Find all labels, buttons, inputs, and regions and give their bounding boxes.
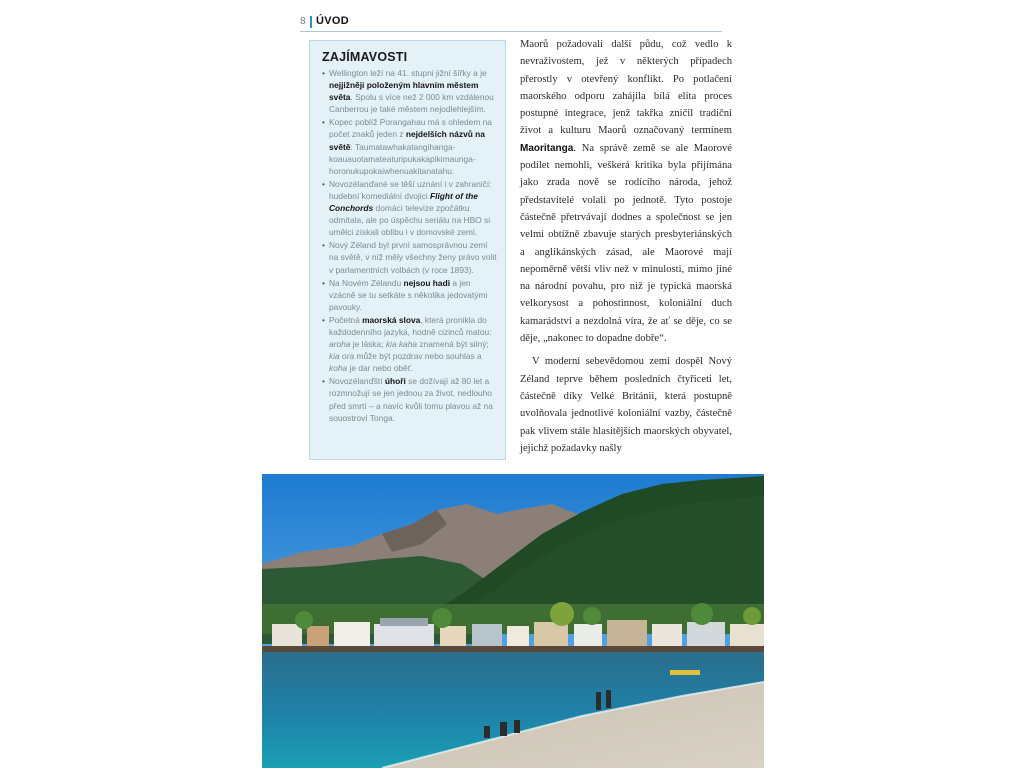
text-run: Flight of the Conchords — [329, 190, 478, 214]
text-run: , která pronikla do každodenního jazyka, hodně cizinců matou: — [329, 314, 492, 337]
text-run: nejjižněji položeným hlavním městem světa — [329, 80, 479, 103]
text-run: Wellington leží na 41. stupni jižní šířky a je — [329, 68, 487, 78]
sidebar-title: ZAJÍMAVOSTI — [322, 50, 408, 64]
text-run: maorská slova — [362, 314, 421, 325]
text-run: V moderní sebevědomou zemi dospěl Nový Zéland teprve během posledních čtyřiceti let, částečně díky Velké Británii, která postupně uvolňovala jednotlivé koloniální vazby, částečně pak vlivem stále hlasitějších maorských obyvatel, jejichž požadavky našly — [520, 356, 732, 454]
text-run: znamená být silný; — [417, 339, 489, 350]
fact-item — [322, 375, 497, 423]
text-run: . Spolu s více než 2 000 km vzdálenou Canberrou je také městem nejodlehlejším. — [329, 92, 494, 115]
landscape-illustration — [262, 474, 764, 768]
text-run: Maorů požadovali další půdu, což vedlo k nevraživostem, jež v některých případech přerostly v otevřený konflikt. Po potlačení maorského odporu zahájila bílá elita proces postupné integrace, jenž takřka zničil tradiční život a kulturu Maorů označovaný termínem — [520, 39, 732, 137]
fact-item — [322, 178, 497, 238]
text-run: kia ora — [329, 351, 355, 362]
text-run: je láska; — [350, 339, 386, 350]
pier — [262, 646, 764, 652]
text-run: Novozélanďané se těší uznání i v zahraničí: hudební komediální dvojici — [329, 178, 492, 201]
text-run: je dar nebo oběť. — [347, 363, 414, 374]
body-paragraph — [520, 353, 732, 457]
text-run: domácí televize zpočátku odmítala, ale po úspěchu seriálu na HBO si umělci získali oblibu i v domovské zemi. — [329, 203, 491, 238]
text-run: Novozélanďští — [329, 376, 385, 387]
text-run: aroha — [329, 339, 351, 350]
facts-list — [322, 67, 497, 424]
book-page — [262, 0, 764, 768]
text-run: nejsou hadi — [403, 277, 451, 288]
text-run: kia kaha — [385, 339, 418, 350]
header-accent-bar — [310, 16, 312, 28]
fact-item — [322, 116, 497, 176]
fact-item — [322, 67, 497, 115]
text-run: . Na správě země se ale Maorové podílet nemohli, veškerá kritika byla přijímána jako zrada nově se rodícího národa, jehož představitelé volali po jednotě. Tyto postoje částečně přetrvávají dodnes a společnost se jen velmi obtížně zbavuje starých presbyteriánských a anglikánských zásad, ale Maorové mají nepoměrně větší vliv než v minulosti, mimo jiné na národní povahu, pro niž je typická maorská velkorysost a pohostinnost, koloniální duch kamarádství a nezdolná víra, že ať se děje, co se děje, „nakonec to dopadne dobře“. — [520, 142, 732, 345]
text-run: Na Novém Zélandu — [329, 277, 404, 288]
boat — [670, 670, 700, 675]
body-text-column — [520, 36, 732, 463]
text-run: úhoři — [384, 376, 406, 387]
text-run: Maoritanga — [520, 142, 574, 154]
text-run: se dožívají až 80 let a rozmnožují se jen jednou za život, nedlouho před smrtí – a navíc kvůli tomu plavou až na souostroví Tonga. — [329, 376, 493, 423]
text-run: může být pozdrav nebo souhlas a — [354, 351, 482, 362]
text-run: nejdelších názvů na světě — [329, 129, 485, 152]
fact-item — [322, 239, 497, 275]
fact-item — [322, 277, 497, 313]
text-run: a jen vzácně se tu setkáte s několika jedovatými pavouky. — [329, 277, 488, 312]
text-run: Nový Zéland byl první samosprávnou zemí na světě, v níž měly všechny ženy právo volit v parlamentních volbách (v roce 1893). — [329, 240, 497, 275]
section-title: ÚVOD — [316, 15, 349, 27]
text-run: koha — [329, 363, 348, 374]
text-run: : Taumatawhakatangihanga-koauauotamateaturipukakapikimaunga-horonukupokaiwhenuakitanatahu. — [329, 141, 476, 176]
landscape-photo — [262, 474, 764, 768]
text-run: Kopec poblíž Porangahau má s ohledem na počet znaků jeden z — [329, 117, 492, 140]
page-number: 8 — [300, 16, 306, 27]
body-paragraph — [520, 36, 732, 347]
page-header — [300, 14, 722, 32]
text-run: Početná — [329, 314, 363, 325]
facts-sidebar — [309, 40, 506, 460]
fact-item — [322, 314, 497, 374]
